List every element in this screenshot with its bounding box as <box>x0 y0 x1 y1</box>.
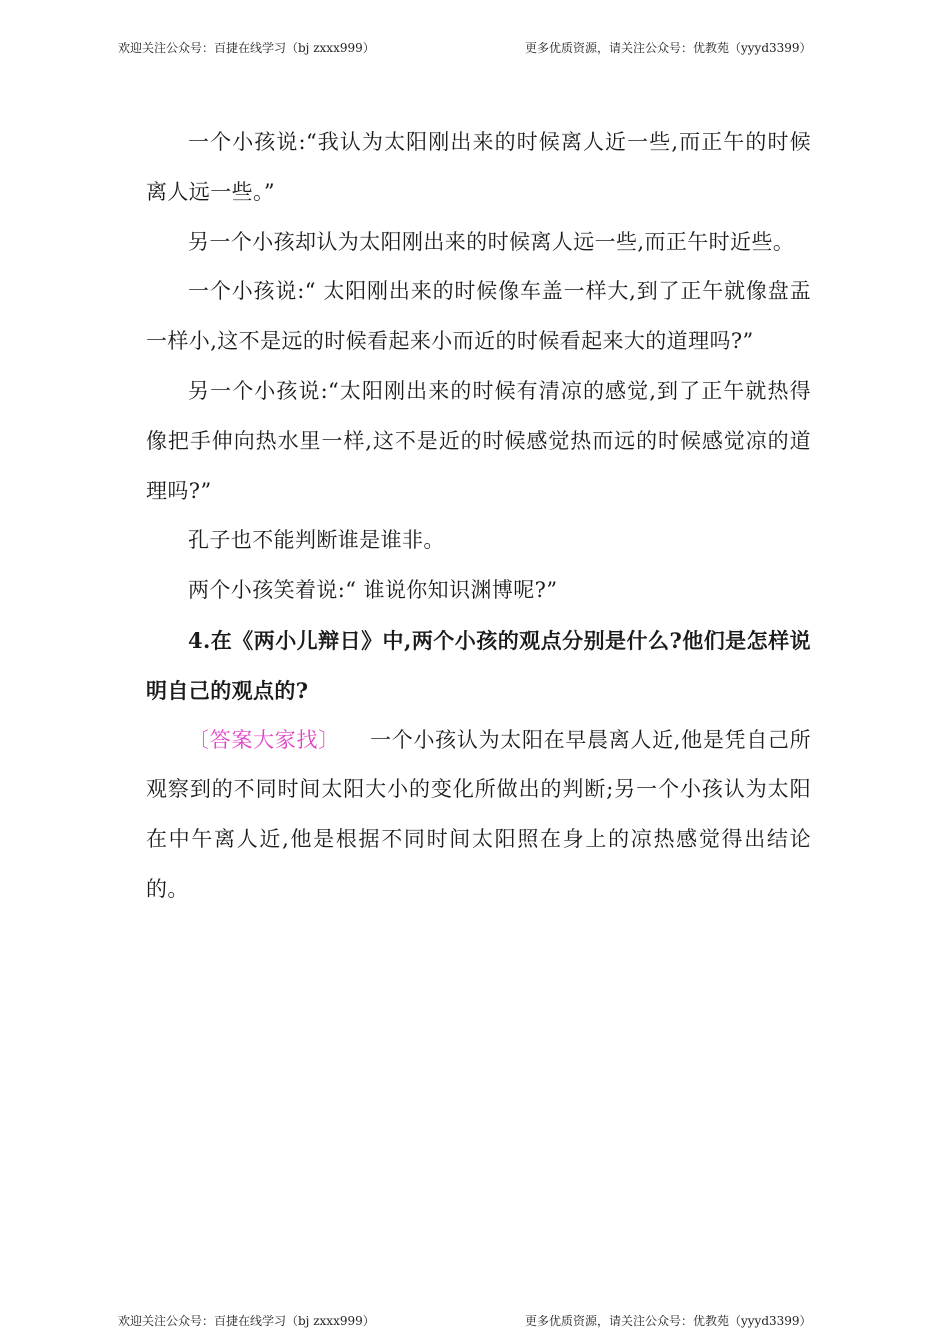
page-header <box>0 38 950 58</box>
paragraph-3: 一个小孩说:“ 太阳刚出来的时候像车盖一样大,到了正午就像盘盂一样小,这不是远的时候看起来小而近的时候看起来大的道理吗?” <box>146 279 811 354</box>
footer-left-text: 欢迎关注公众号：百捷在线学习（bj zxxx999） <box>118 1314 375 1328</box>
page-footer <box>0 1311 950 1331</box>
header-left-text: 欢迎关注公众号：百捷在线学习（bj zxxx999） <box>118 41 375 55</box>
question-heading: 4.在《两小儿辩日》中,两个小孩的观点分别是什么?他们是怎样说明自己的观点的? <box>146 627 811 703</box>
paragraph-2: 另一个小孩却认为太阳刚出来的时候离人远一些,而正午时近些。 <box>188 229 795 254</box>
paragraph-6: 两个小孩笑着说:“ 谁说你知识渊博呢?” <box>188 578 558 603</box>
answer-paragraph <box>146 716 811 915</box>
paragraph-4: 另一个小孩说:“太阳刚出来的时候有清凉的感觉,到了正午就热得像把手伸向热水里一样,这不是近的时候感觉热而远的时候感觉凉的道理吗?” <box>146 378 811 503</box>
paragraph-5: 孔子也不能判断谁是谁非。 <box>188 528 445 553</box>
answer-text: 一个小孩认为太阳在早晨离人近,他是凭自己所观察到的不同时间太阳大小的变化所做出的判断;另一个小孩认为太阳在中午离人近,他是根据不同时间太阳照在身上的凉热感觉得出结论的。 <box>146 727 811 901</box>
document-body <box>146 118 811 915</box>
header-right-text: 更多优质资源，请关注公众号：优教苑（yyyd3399） <box>525 41 812 55</box>
answer-tag: 〔答案大家找〕 <box>188 727 340 752</box>
footer-right-text: 更多优质资源，请关注公众号：优教苑（yyyd3399） <box>525 1314 812 1328</box>
paragraph-1: 一个小孩说:“我认为太阳刚出来的时候离人近一些,而正午的时候离人远一些。” <box>146 130 811 204</box>
